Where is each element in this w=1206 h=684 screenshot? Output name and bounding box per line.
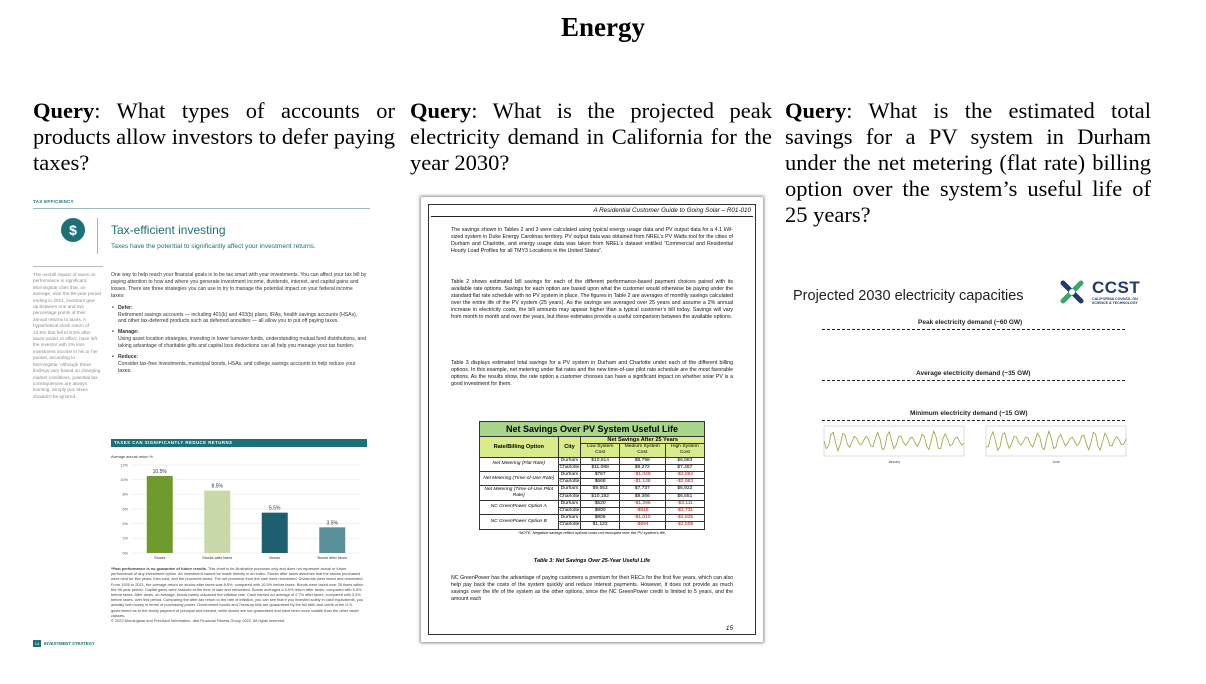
month-label: January	[887, 460, 901, 464]
y-tick-label: 2%	[122, 536, 128, 541]
divider	[97, 218, 98, 254]
table-title: Net Savings Over PV System Useful Life	[480, 422, 705, 437]
col-header-medium: Medium System Cost	[619, 444, 665, 457]
cell-city: Charlotte	[559, 522, 580, 528]
average-demand-label: Average electricity demand (~35 GW)	[916, 370, 1031, 377]
query-2	[410, 98, 772, 176]
bar-value-label: 5.5%	[269, 505, 281, 512]
cell-value: $8,798	[619, 457, 665, 464]
table-row	[480, 515, 705, 522]
cell-city: Charlotte	[559, 508, 580, 514]
bullet-text: Using asset location strategies, investing in lower turnover funds, understanding mutual fund distributions, and taking advantage of charitable gifts and capital loss deductions can all help you manage your tax burden.	[118, 336, 367, 350]
cell-value: $10,614	[581, 457, 619, 464]
page-label: INVESTMENT STRATEGY	[44, 641, 95, 646]
cell-option: NC GreenPower Option A	[480, 500, 559, 514]
bar	[262, 513, 288, 553]
peak-demand-line	[822, 329, 1125, 330]
cell-value: $5,922	[665, 486, 704, 493]
bar-value-label: 10.5%	[152, 469, 167, 475]
cell-value: -$694	[619, 522, 665, 529]
cell-city: Durham	[558, 486, 581, 493]
tax-document-image	[33, 196, 370, 652]
divider	[33, 266, 103, 267]
paragraph: Table 2 shows estimated bill savings for each of the different performance-based payment choices paired with its available rate options. Savings for each option are based upon what the customer would otherwise be paying under the standard flat rate schedule with no PV system in place. The figures in Table 2 are averages of monthly savings calculated over the entire life of the PV system (25 years). As the savings are averaged over 25 years and assume a 2% annual increase in electricity costs, the bill amounts may appear higher than a typical customer’s bill today. Savings will vary from month to month and over the years, but these estimates provide a useful comparison between the available options.	[451, 279, 733, 321]
paragraph: NC GreenPower has the advantage of paying customers a premium for their RECs for the first five years, which can also help pay back the costs of the system quickly and reduce interest payments. However, it does not provide as much savings over the life of the system as the other options, since the NC GreenPower credit is limited to 5 years, and the amount each	[451, 575, 733, 603]
bullet-defer	[111, 305, 367, 326]
cell-value: -$1,296	[619, 500, 665, 507]
demand-line	[824, 431, 964, 451]
logo-subtext: SCIENCE & TECHNOLOGY	[1092, 301, 1138, 306]
cell-value: $6,983	[665, 457, 704, 464]
cell-value: $6,551	[665, 493, 704, 500]
cell-city: Durham	[558, 500, 581, 507]
x-tick-label: Stocks after taxes	[202, 556, 233, 560]
bullet-reduce	[111, 354, 367, 375]
cell-value: -$2,963	[665, 479, 704, 486]
cell-option: Net Metering (Time-of-Use Rate)	[480, 472, 559, 486]
divider	[431, 216, 753, 217]
y-tick-label: 4%	[122, 521, 128, 526]
savings-table	[479, 421, 705, 536]
ccst-logo	[1092, 279, 1140, 305]
cell-city: Durham	[558, 472, 581, 479]
paragraph: The savings shown in Tables 2 and 3 were calculated using typical energy usage data and PV output data for a 4.1 kW-sized system in Duke Energy Carolinas territory. PV output data was obtained from NREL’s PV Watts tool for the cities of Durham and Charlotte, and energy usage data was taken from NREL’s dataset entitled “Commercial and Residential Hourly Load Profiles for all TMY3 Locations in the United States”.	[451, 227, 733, 255]
table-row	[480, 486, 705, 493]
ccst-logo-icon	[1057, 277, 1087, 307]
cell-value: -$1,148	[619, 479, 665, 486]
cell-value: $520	[581, 500, 619, 507]
table-caption: Table 3: Net Savings Over 25-Year Useful Life	[533, 558, 651, 564]
bar-value-label: 3.5%	[326, 520, 338, 527]
query-1	[33, 98, 395, 176]
sidebar-text: The overall impact of taxes on performance is significant. Morningstar cites that, on average, over the 96-year period ending in 2021, investors give up between one and two percentage points of their annual returns to taxes. A hypothetical stock return of 10.5% that fell to 8.5% after taxes would, in effect, have left the investor with 2% less investment income in his or her pocket, according to Morningstar. Although these findings vary based on changing market conditions, potential tax consequences are always looming. Simply put, taxes shouldn't be ignored.	[33, 272, 102, 399]
cell-city: Charlotte	[559, 464, 580, 470]
cell-city: Charlotte	[559, 479, 580, 485]
y-tick-label: 6%	[122, 507, 128, 512]
doc-subtitle: Taxes have the potential to significantly affect your investment returns.	[111, 243, 316, 250]
y-tick-label: 0%	[122, 551, 128, 556]
cell-value: -$916	[619, 508, 665, 515]
bullet-head: • Manage:	[118, 329, 139, 336]
solar-document-image	[421, 197, 763, 642]
minimum-demand-label: Minimum electricity demand (~15 GW)	[910, 410, 1028, 417]
query-text: : What is the projected peak electricity demand in California for the year 2030?	[410, 98, 772, 175]
table-row	[480, 457, 705, 464]
cell-option: Net Metering (Flat Rate)	[480, 457, 559, 471]
table-row	[480, 500, 705, 507]
bullet-text: Retirement savings accounts — including 401(k) and 403(b) plans, IRAs, health savings accounts (HSAs), and other tax-deferred products such as deferred annuities — all allow you to put off paying taxes.	[118, 311, 358, 325]
x-tick-label: Stocks	[154, 556, 166, 560]
y-tick-label: 12%	[120, 463, 128, 468]
query-label: Query	[410, 98, 472, 123]
copyright: © 2022 Morningstar and Precision Information, dba Financial Fitness Group 2022. All rights reserved.	[111, 618, 286, 624]
doc-header: A Residential Customer Guide to Going Solar – R01-010	[593, 207, 751, 214]
cell-value: $9,553	[581, 486, 619, 493]
cell-value: $8,366	[619, 493, 665, 500]
bar	[204, 491, 230, 553]
page-number: 14	[34, 641, 40, 646]
cell-option: Net Metering (Time-of-Use Pilot Rate)	[480, 486, 559, 500]
bullet-text: Consider tax-free investments, municipal bonds, HSAs, and college savings accounts to help reduce your taxes.	[118, 360, 356, 374]
cell-value: -$2,731	[665, 508, 704, 515]
demand-line	[986, 431, 1126, 450]
cell-value: -$3,111	[665, 500, 704, 507]
query-label: Query	[33, 98, 95, 123]
dollar-hand-icon: $	[61, 218, 85, 242]
cell-value: -$2,509	[665, 522, 704, 529]
query-label: Query	[785, 98, 847, 123]
cell-city: Charlotte	[559, 493, 580, 499]
col-header-low: Low System Cost	[581, 444, 619, 457]
cell-value: $7,457	[665, 464, 704, 471]
table-note: *NOTE: Negative savings reflect upfront costs not recouped over the PV system’s life.	[518, 529, 666, 535]
cell-value: -$2,864	[665, 472, 704, 479]
cell-option: NC GreenPower Option B	[480, 515, 559, 529]
cell-value: $7,737	[619, 486, 665, 493]
cell-value: $806	[581, 515, 619, 522]
footnote-bold: *Past performance is no guarantee of future results.	[111, 566, 207, 571]
x-tick-label: Bonds	[269, 556, 281, 560]
x-tick-label: Bonds after taxes	[317, 556, 348, 560]
logo-subtext: CALIFORNIA COUNCIL ON	[1092, 297, 1138, 301]
bullet-manage	[111, 329, 367, 350]
cell-value: $11,088	[581, 464, 619, 471]
bar	[147, 476, 173, 553]
bullet-head: • Defer:	[118, 304, 133, 311]
y-axis-title: Average annual return %	[111, 455, 153, 459]
tax-bar-chart	[111, 451, 367, 563]
month-label: June	[1052, 460, 1060, 464]
col-header-option: Rate/Billing Option	[480, 437, 559, 458]
cell-value: $1,122	[581, 522, 619, 529]
col-header-city: City	[558, 437, 581, 458]
cell-value: $767	[581, 472, 619, 479]
query-text: : What is the estimated total savings for a PV system in Durham under the net metering (flat rate) billing option over the system’s useful life of 25 years?	[785, 98, 1151, 227]
cell-value: -$2,825	[665, 515, 704, 522]
cell-city: Durham	[558, 457, 581, 464]
query-3	[785, 98, 1151, 228]
paragraph: Table 3 displays estimated total savings for a PV system in Durham and Charlotte under each of the different billing options. In this example, net metering under flat rates and the new time-of-use pilot rate schedule are the most favorable options. As the results show, the rate option a customer chooses can have a significant impact on whether solar PV is a good investment for them.	[451, 360, 733, 388]
logo-text: CCST	[1092, 278, 1141, 297]
y-tick-label: 10%	[120, 477, 128, 482]
divider	[33, 208, 370, 209]
intro-paragraph: One way to help reach your financial goals is to be tax smart with your investments. You can affect your tax bill by paying attention to how and where you generate investment income, dividends, interest, and capital gains and losses. There are three strategies you can use to try to manage the potential impact on your federal income taxes:	[111, 272, 367, 299]
cell-value: -$1,010	[619, 515, 665, 522]
query-text: : What types of accounts or products allow investors to defer paying taxes?	[33, 98, 395, 175]
cell-value: $10,182	[581, 493, 619, 500]
page-frame	[428, 204, 756, 635]
average-demand-line	[822, 380, 1125, 381]
page-number: 15	[725, 625, 733, 632]
plot-frame	[824, 426, 964, 456]
cell-value: $668	[581, 479, 619, 486]
minimum-demand-line	[822, 420, 1125, 421]
cell-value: $900	[581, 508, 619, 515]
footnote	[111, 566, 367, 623]
table-row	[480, 472, 705, 479]
bar	[319, 527, 345, 553]
demand-timeseries-chart	[818, 422, 1130, 474]
bullet-head: • Reduce:	[118, 354, 139, 361]
bar-value-label: 8.5%	[211, 483, 223, 490]
cell-city: Durham	[558, 515, 581, 522]
peak-demand-label: Peak electricity demand (~60 GW)	[918, 319, 1023, 326]
col-header-high: High System Cost	[665, 444, 704, 457]
footnote-text: This chart is for illustrative purposes only and does not represent actual or future performance of any investment option. An investment cannot be made directly in an index. Stocks after taxes assumes that the stocks purchased were held for five years, then sold, and the proceeds taxed. The net proceeds from the sale were reinvested. Dividends were taxed and reinvested. From 1926 to 2021, the average return on stocks after taxes was 8.5%, compared with 10.5% before taxes. Bonds were taxed over 28 times within the 96-year period. Capital gains were realized at the time of sale and reinvested. Bonds averaged a 5.5% return after taxes, compared with 5.5% before taxes. After taxes, on average, bonds barely outpaced the inflation rate. Cash earned an average of 2.7% after taxes, compared with 3.3% before taxes, over this period. Comparing the after-tax return to the rate of inflation, you can see that if you invested solely in cash equivalents, you actually lost money in terms of purchasing power. Government bonds and Treasury bills are guaranteed by the full faith and credit of the U.S. government as to the timely payment of principal and interest, while stocks are not guaranteed and have been more volatile than the other asset classes.	[111, 566, 364, 618]
cell-value: -$1,049	[619, 472, 665, 479]
slide-title: Projected 2030 electricity capacities	[793, 288, 1024, 304]
doc-title: Tax-efficient investing	[111, 223, 226, 237]
page-title: Energy	[561, 12, 645, 42]
cell-value: $9,272	[619, 464, 665, 471]
doc-body	[111, 272, 367, 379]
chart-header: TAXES CAN SIGNIFICANTLY REDUCE RETURNS	[111, 439, 367, 447]
y-tick-label: 8%	[122, 492, 128, 497]
col-header-group: Net Savings After 25 Years	[581, 437, 705, 444]
doc-header: TAX EFFICIENCY	[33, 199, 74, 204]
